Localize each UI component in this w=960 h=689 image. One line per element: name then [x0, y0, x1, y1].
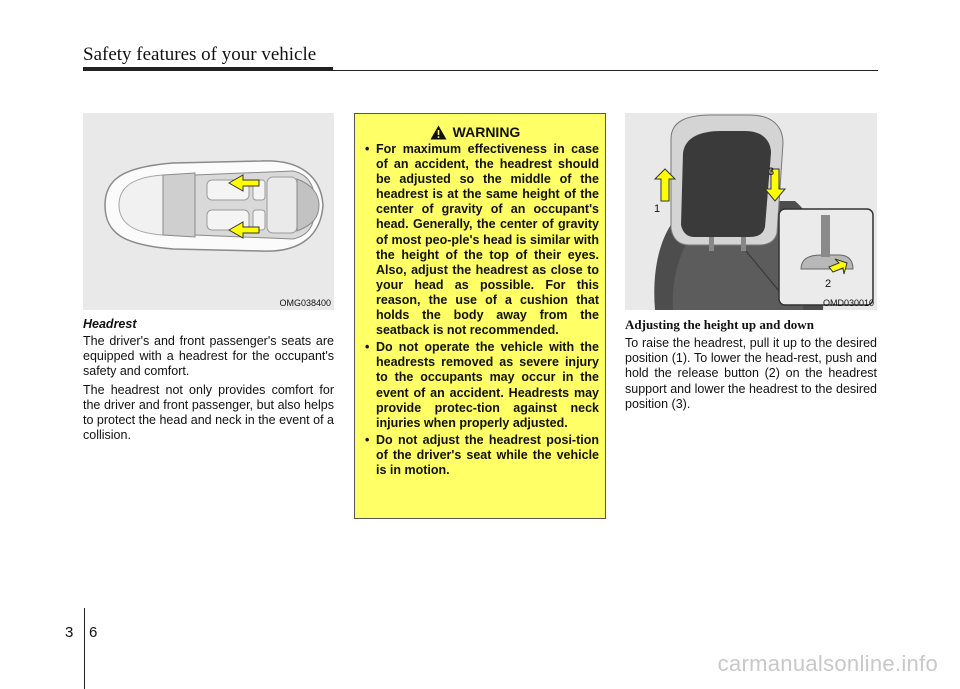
page-number: 6 — [89, 624, 98, 641]
paragraph: To raise the headrest, pull it up to the desired position (1). To lower the head-rest, push and hold the release button (2) on the headrest support and lower the headrest to the desired position (3). — [625, 336, 877, 411]
callout-3: 3 — [768, 166, 775, 178]
warning-item: • For maximum effectiveness in case of an accident, the headrest should be adjusted so the middle of the headrest is at the same height of the center of gravity of an occupant's head. Generally, the center of gravity of most peo-ple's head is similar with the height of the top of their eyes. Also, adjust the headrest as close to your head as possible. For this reason, the use of a cushion that holds the body away from the seatback is not recommended. — [365, 142, 599, 338]
warning-list — [365, 142, 599, 478]
section-heading-headrest: Headrest — [83, 317, 137, 331]
warning-triangle-icon — [430, 125, 447, 140]
watermark: carmanualsonline.info — [717, 651, 938, 676]
warning-item: • Do not operate the vehicle with the headrests removed as severe injury to the occupants may occur in the event of an accident. Headrests may provide protec-tion against neck injuries when properly adjusted. — [365, 340, 599, 431]
page-header-title: Safety features of your vehicle — [83, 44, 317, 65]
warning-title: WARNING — [452, 124, 521, 140]
warning-header — [351, 124, 599, 140]
footer-rule — [84, 608, 85, 689]
figure-code-right: OMD030010 — [822, 298, 874, 308]
chapter-number: 3 — [65, 624, 74, 641]
left-column — [83, 317, 334, 446]
car-top-view-figure — [83, 113, 334, 310]
callout-2: 2 — [825, 278, 832, 290]
header-rule-thick — [83, 67, 333, 71]
section-heading-adjusting: Adjusting the height up and down — [625, 317, 814, 332]
paragraph: The headrest not only provides comfort for the driver and front passenger, but also helps to protect the head and neck in the event of a collision. — [83, 382, 334, 443]
headrest-figure — [625, 113, 877, 310]
paragraph: The driver's and front passenger's seats are equipped with a headrest for the occupant's safety and comfort. — [83, 334, 334, 379]
callout-1: 1 — [654, 203, 661, 215]
right-column — [625, 317, 877, 415]
warning-item: • Do not adjust the headrest posi-tion of the driver's seat while the vehicle is in motion. — [365, 433, 599, 478]
headrest-adjustment-diagram-icon — [625, 113, 877, 310]
figure-code-left: OMG038400 — [279, 298, 331, 308]
warning-box — [354, 113, 606, 519]
car-top-view-icon — [83, 113, 334, 310]
header-rule-thin — [333, 70, 878, 71]
